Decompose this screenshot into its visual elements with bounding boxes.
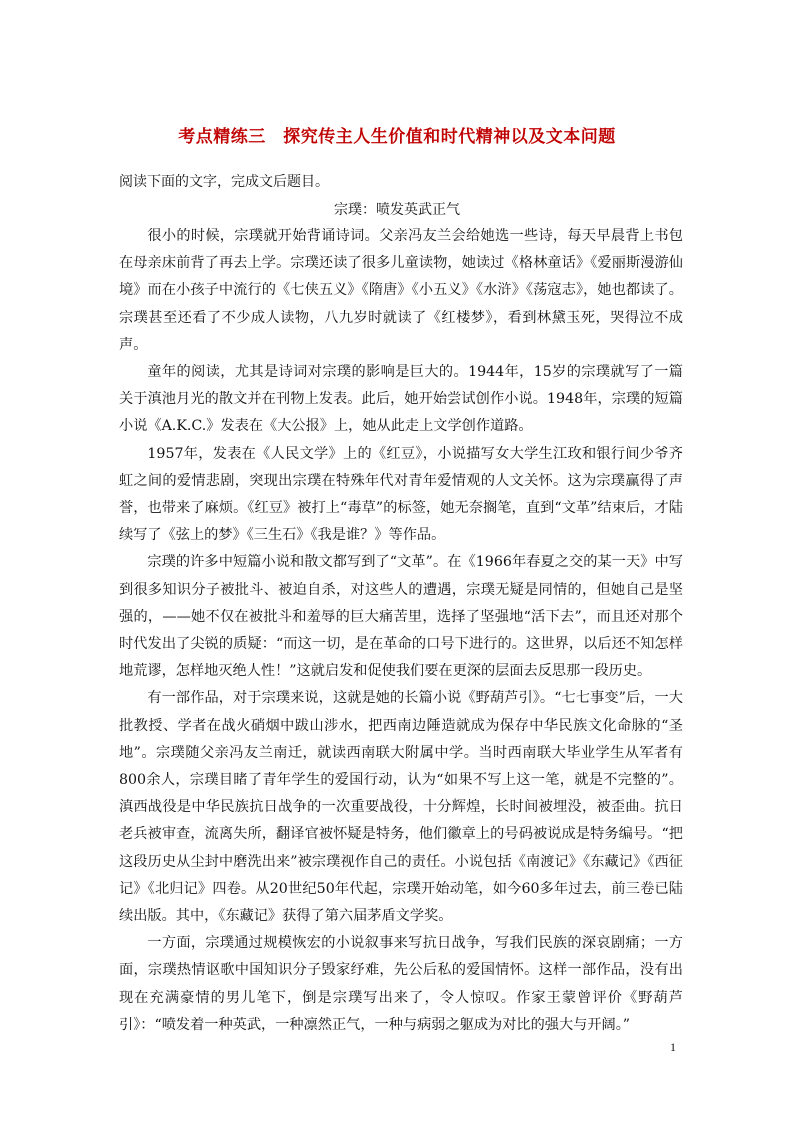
article-title: 宗璞：喷发英武正气	[334, 202, 460, 218]
article-body	[119, 223, 683, 1039]
paragraph: 1957年，发表在《人民文学》上的《红豆》，小说描写女大学生江玫和银行间少爷齐虹之间的爱情悲剧，突现出宗璞在特殊年代对青年爱情观的人文关怀。这为宗璞赢得了声誉，也带来了麻烦。《红豆》被打上“毒草”的标签，她无奈搁笔，直到“文革”结束后，才陆续写了《弦上的梦》《三生石》《我是谁？》等作品。	[119, 445, 683, 544]
paragraph: 宗璞的许多中短篇小说和散文都写到了“文革”。在《1966年春夏之交的某一天》中写到很多知识分子被批斗、被迫自杀，对这些人的遭遇，宗璞无疑是同情的，但她自己是坚强的，——她不仅在被批斗和羞辱的巨大痛苦里，选择了坚强地“活下去”，而且还对那个时代发出了尖锐的质疑：“而这一切，是在革命的口号下进行的。这世界，以后还不知怎样地荒谬，怎样地灭绝人性！”这就启发和促使我们要在更深的层面去反思那一段历史。	[119, 554, 683, 680]
paragraph: 很小的时候，宗璞就开始背诵诗词。父亲冯友兰会给她选一些诗，每天早晨背上书包在母亲床前背了再去上学。宗璞还读了很多儿童读物，她读过《格林童话》《爱丽斯漫游仙境》而在小孩子中流行的《七侠五义》《隋唐》《小五义》《水浒》《荡寇志》，她也都读了。宗璞甚至还看了不少成人读物，八九岁时就读了《红楼梦》，看到林黛玉死，哭得泣不成声。	[119, 228, 683, 353]
page-number: 1	[670, 1040, 676, 1054]
paragraph: 一方面，宗璞通过规模恢宏的小说叙事来写抗日战争，写我们民族的深哀剧痛；一方面，宗璞热情讴歌中国知识分子毁家纾难，先公后私的爱国情怀。这样一部作品，没有出现在充满豪情的男儿笔下，倒是宗璞写出来了，令人惊叹。作家王蒙曾评价《野葫芦引》：“喷发着一种英武，一种凛然正气，一种与病弱之躯成为对比的强大与开阔。”	[119, 935, 683, 1033]
paragraph: 童年的阅读，尤其是诗词对宗璞的影响是巨大的。1944年，15岁的宗璞就写了一篇关于滇池月光的散文并在刊物上发表。此后，她开始尝试创作小说。1948年，宗璞的短篇小说《A.K.C.》发表在《大公报》上，她从此走上文学创作道路。	[119, 364, 683, 435]
paragraph: 有一部作品，对于宗璞来说，这就是她的长篇小说《野葫芦引》。“七七事变”后，一大批教授、学者在战火硝烟中跋山涉水，把西南边陲造就成为保存中华民族文化命脉的“圣地”。宗璞随父亲冯友兰南迁，就读西南联大附属中学。当时西南联大毕业学生从军者有800余人，宗璞目睹了青年学生的爱国行动，认为“如果不写上这一笔，就是不完整的”。滇西战役是中华民族抗日战争的一次重要战役，十分辉煌，长时间被埋没，被歪曲。抗日老兵被审查，流离失所，翻译官被怀疑是特务，他们徽章上的号码被说成是特务编号。“把这段历史从尘封中磨洗出来”被宗璞视作自己的责任。小说包括《南渡记》《东藏记》《西征记》《北归记》四卷。从20世纪50年代起，宗璞开始动笔，如今60多年过去，前三卷已陆续出版。其中，《东藏记》获得了第六届茅盾文学奖。	[119, 690, 683, 925]
page-title: 考点精练三 探究传主人生价值和时代精神以及文本问题	[178, 127, 616, 147]
instruction-text: 阅读下面的文字，完成文后题目。	[119, 174, 329, 190]
